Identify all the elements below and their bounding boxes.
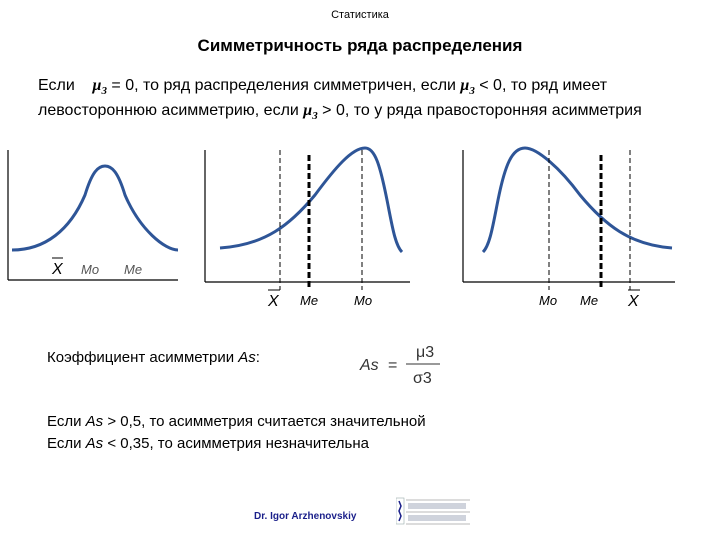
mu3-symbol: $\mu_3$ — [303, 102, 318, 123]
left-skew-curve — [220, 148, 402, 252]
intro-text-4: > 0, то у ряда правосторонняя асимметрия — [317, 102, 642, 120]
median-label: Me — [300, 293, 319, 308]
condition-significant: Если As > 0,5, то асимметрия считается значительной — [47, 413, 426, 430]
formula-equals: = — [388, 357, 398, 374]
mean-label: X — [52, 261, 63, 278]
condition-insignificant: Если As < 0,35, то асимметрия незначительна — [47, 435, 369, 452]
formula-numerator: μ3 — [416, 344, 435, 361]
intro-text-2: = 0, то ряд распределения симметричен, если — [106, 77, 461, 94]
right-skew-chart — [463, 148, 675, 310]
institution-logo — [396, 496, 470, 526]
mean-label: X — [628, 293, 639, 310]
intro-text-3: < 0, то ряд имеет левостороннюю асимметрию, если — [38, 77, 608, 120]
mu3-symbol: $\mu_3$ — [460, 77, 475, 98]
symmetric-curve — [12, 166, 178, 250]
right-skew-curve — [483, 148, 672, 252]
mode-label: Mo — [539, 293, 558, 308]
median-label: Me — [580, 293, 599, 308]
left-skew-chart — [205, 148, 410, 310]
slide-title: Симметричность ряда распределения — [197, 36, 523, 55]
median-label: Me — [124, 262, 143, 277]
symmetric-chart — [8, 150, 178, 280]
mode-label: Mo — [354, 293, 373, 308]
header-label: Статистика — [331, 9, 389, 21]
formula-denominator: σ3 — [413, 370, 432, 387]
intro-text-1: Если — [38, 77, 75, 94]
mode-label: Mo — [81, 262, 100, 277]
asymmetry-formula — [358, 337, 468, 391]
mean-label: X — [268, 293, 279, 310]
mu3-symbol: $\mu_3$ — [92, 77, 107, 98]
author-credit: Dr. Igor Arzhenovskiy — [254, 511, 357, 522]
coefficient-label: Коэффициент асимметрии As: — [47, 349, 260, 366]
formula-lhs: As — [360, 357, 379, 374]
